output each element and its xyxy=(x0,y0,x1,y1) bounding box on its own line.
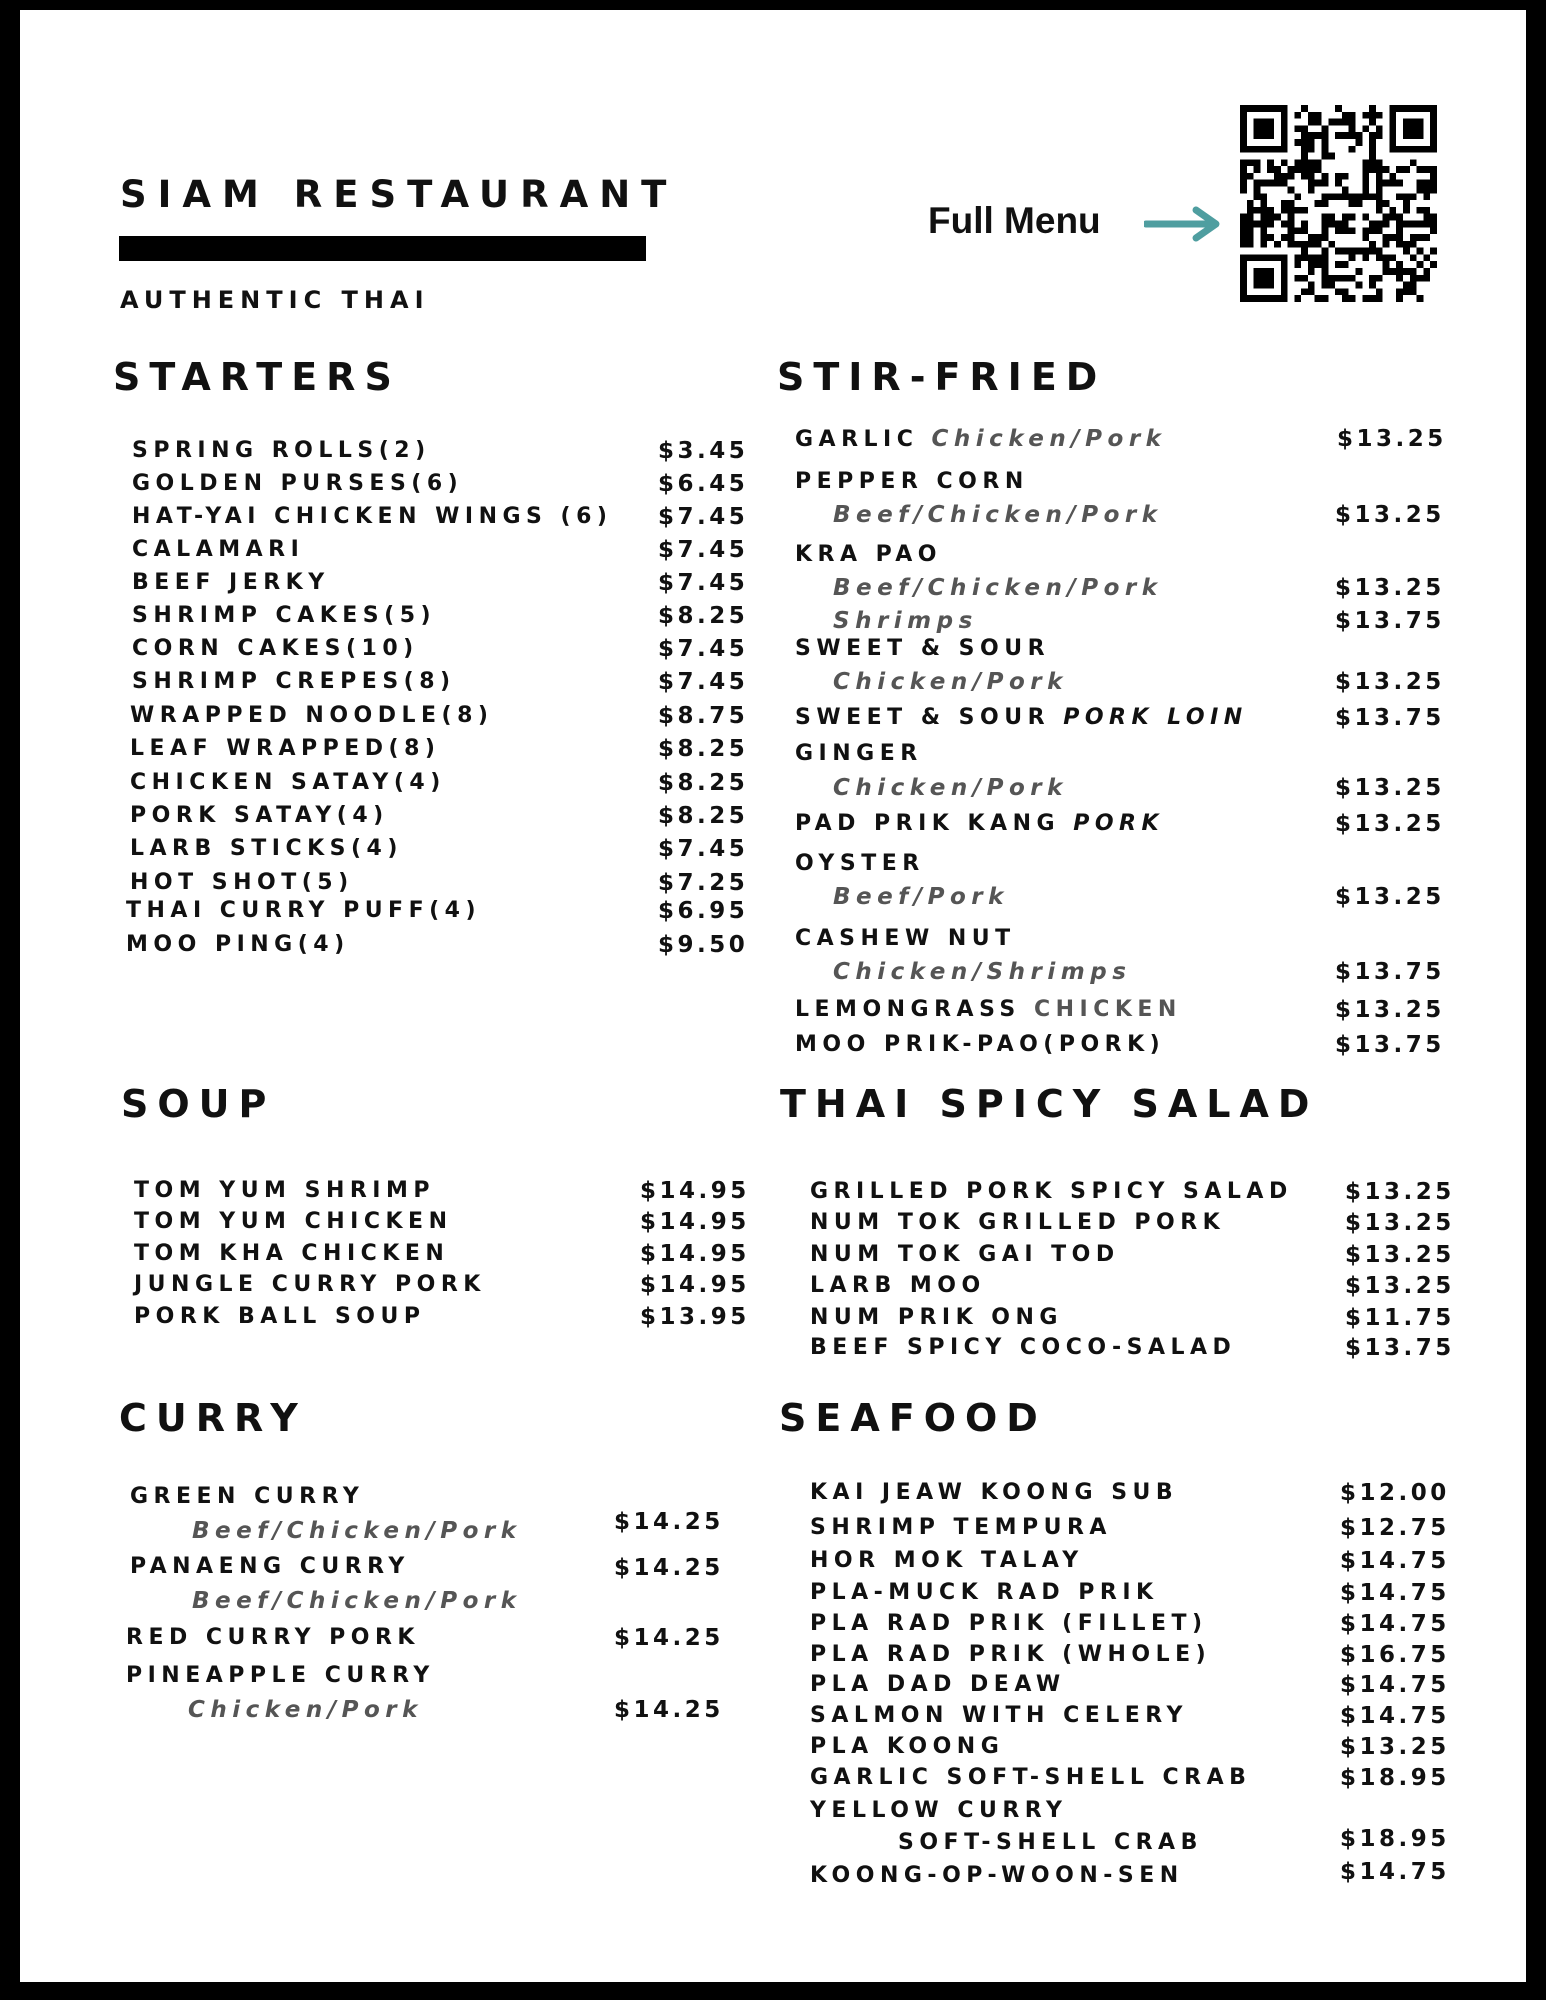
title-underline-bar xyxy=(119,236,646,261)
menu-item-name: KOONG-OP-WOON-SEN xyxy=(810,1863,1184,1888)
menu-item-price: $13.95 xyxy=(640,1304,750,1330)
menu-item-price: $9.50 xyxy=(658,932,749,958)
menu-item-variant: Chicken/Pork xyxy=(931,426,1167,452)
menu-item-price: $13.25 xyxy=(1335,775,1445,801)
menu-item-name: NUM TOK GAI TOD xyxy=(810,1242,1120,1267)
menu-item-name: GINGER xyxy=(795,741,923,766)
menu-item-name: GARLIC SOFT-SHELL CRAB xyxy=(810,1765,1252,1790)
menu-item-name: LEMONGRASS CHICKEN xyxy=(795,997,1182,1022)
menu-item-name: HAT-YAI CHICKEN WINGS (6) xyxy=(132,504,613,529)
menu-item-name: GARLIC Chicken/Pork xyxy=(795,426,1167,452)
menu-item-price: $14.95 xyxy=(640,1178,750,1204)
menu-item-price: $12.00 xyxy=(1340,1480,1450,1506)
menu-item-name: PORK BALL SOUP xyxy=(134,1304,426,1329)
qr-code-icon[interactable] xyxy=(1240,101,1437,306)
menu-item-price: $6.45 xyxy=(658,471,749,497)
menu-item-name: CHICKEN SATAY(4) xyxy=(130,770,446,795)
menu-item-price: $14.25 xyxy=(614,1555,724,1581)
menu-item-name: PANAENG CURRY xyxy=(130,1554,410,1579)
menu-item-variant: CHICKEN xyxy=(1033,997,1182,1022)
menu-item-name: KRA PAO xyxy=(795,542,943,567)
menu-item-price: $7.45 xyxy=(658,504,749,530)
menu-item-price: $7.45 xyxy=(658,570,749,596)
menu-item-name: CORN CAKES(10) xyxy=(132,636,419,661)
menu-item-name: PLA RAD PRIK (FILLET) xyxy=(810,1611,1208,1636)
menu-item-name: GOLDEN PURSES(6) xyxy=(132,471,464,496)
menu-item-price: $8.75 xyxy=(658,703,749,729)
menu-item-name: LARB STICKS(4) xyxy=(130,836,403,861)
menu-item-name: BEEF SPICY COCO-SALAD xyxy=(810,1335,1237,1360)
section-title-stir-fried: STIR-FRIED xyxy=(777,355,1107,399)
menu-item-price: $8.25 xyxy=(658,770,749,796)
menu-item-name: LARB MOO xyxy=(810,1273,986,1298)
menu-item-price: $8.25 xyxy=(658,803,749,829)
menu-item-variant: PORK LOIN xyxy=(1063,705,1248,730)
menu-item-price: $13.25 xyxy=(1335,997,1445,1023)
menu-item-name: CASHEW NUT xyxy=(795,926,1016,951)
menu-item-price: $8.25 xyxy=(658,603,749,629)
menu-item-name: SHRIMP CREPES(8) xyxy=(132,669,456,694)
menu-item-variant: Shrimps xyxy=(833,608,978,634)
menu-item-price: $13.25 xyxy=(1345,1179,1455,1205)
menu-item-price: $14.25 xyxy=(614,1625,724,1651)
menu-item-name: HOT SHOT(5) xyxy=(130,870,354,895)
arrow-right-icon xyxy=(1144,204,1228,244)
menu-item-price: $7.45 xyxy=(658,636,749,662)
menu-item-price: $8.25 xyxy=(658,736,749,762)
menu-item-name: NUM PRIK ONG xyxy=(810,1305,1063,1330)
menu-item-price: $13.75 xyxy=(1335,959,1445,985)
menu-item-name: PLA DAD DEAW xyxy=(810,1672,1066,1697)
menu-item-name: PLA KOONG xyxy=(810,1734,1005,1759)
menu-item-variant: Chicken/Pork xyxy=(833,775,1068,801)
restaurant-subtitle: AUTHENTIC THAI xyxy=(120,286,430,314)
menu-item-name: YELLOW CURRY xyxy=(810,1798,1068,1823)
menu-item-variant: PORK xyxy=(1073,811,1165,836)
menu-item-price: $14.75 xyxy=(1340,1611,1450,1637)
menu-sheet xyxy=(20,10,1526,1982)
menu-item-price: $13.75 xyxy=(1345,1335,1455,1361)
section-title-starters: STARTERS xyxy=(113,355,401,399)
menu-item-variant: Chicken/Shrimps xyxy=(833,959,1132,985)
menu-item-name: LEAF WRAPPED(8) xyxy=(130,736,441,761)
menu-item-price: $7.45 xyxy=(658,537,749,563)
menu-item-name: THAI CURRY PUFF(4) xyxy=(126,898,482,923)
menu-item-name: OYSTER xyxy=(795,851,925,876)
menu-item-price: $12.75 xyxy=(1340,1515,1450,1541)
menu-item-name: PLA-MUCK RAD PRIK xyxy=(810,1580,1159,1605)
menu-item-price: $14.95 xyxy=(640,1241,750,1267)
menu-item-price: $18.95 xyxy=(1340,1826,1450,1852)
menu-item-variant: Beef/Chicken/Pork xyxy=(192,1588,522,1614)
menu-item-name: JUNGLE CURRY PORK xyxy=(134,1272,486,1297)
menu-item-price: $16.75 xyxy=(1340,1642,1450,1668)
menu-item-name: PINEAPPLE CURRY xyxy=(126,1663,435,1688)
menu-item-variant: Beef/Chicken/Pork xyxy=(833,502,1163,528)
menu-item-name: TOM KHA CHICKEN xyxy=(134,1241,450,1266)
menu-item-price: $18.95 xyxy=(1340,1765,1450,1791)
menu-item-name: CALAMARI xyxy=(132,537,305,562)
menu-item-name: GREEN CURRY xyxy=(130,1484,365,1509)
menu-item-price: $13.25 xyxy=(1345,1273,1455,1299)
section-title-curry: CURRY xyxy=(119,1396,307,1440)
menu-item-price: $13.25 xyxy=(1340,1734,1450,1760)
menu-item-price: $13.25 xyxy=(1335,575,1445,601)
menu-item-name: SHRIMP TEMPURA xyxy=(810,1515,1112,1540)
restaurant-title: SIAM RESTAURANT xyxy=(120,173,678,216)
section-title-soup: SOUP xyxy=(121,1082,276,1126)
menu-item-name: MOO PING(4) xyxy=(126,932,350,957)
section-title-salad: THAI SPICY SALAD xyxy=(780,1082,1319,1126)
menu-item-price: $14.75 xyxy=(1340,1703,1450,1729)
menu-item-price: $13.25 xyxy=(1335,811,1445,837)
menu-item-name: BEEF JERKY xyxy=(132,570,330,595)
menu-item-price: $14.95 xyxy=(640,1272,750,1298)
menu-item-price: $13.75 xyxy=(1335,1032,1445,1058)
menu-item-price: $6.95 xyxy=(658,898,749,924)
menu-item-name: PORK SATAY(4) xyxy=(130,803,389,828)
menu-item-price: $7.45 xyxy=(658,669,749,695)
menu-item-name: SOFT-SHELL CRAB xyxy=(898,1830,1203,1855)
menu-item-variant: Beef/Chicken/Pork xyxy=(192,1518,522,1544)
menu-item-name: GRILLED PORK SPICY SALAD xyxy=(810,1179,1293,1204)
menu-item-price: $14.25 xyxy=(614,1509,724,1535)
menu-item-name: NUM TOK GRILLED PORK xyxy=(810,1210,1226,1235)
menu-item-price: $14.75 xyxy=(1340,1548,1450,1574)
menu-item-price: $7.45 xyxy=(658,836,749,862)
menu-item-price: $13.25 xyxy=(1337,426,1447,452)
menu-item-name: WRAPPED NOODLE(8) xyxy=(130,703,494,728)
menu-item-price: $13.25 xyxy=(1335,884,1445,910)
menu-item-name: TOM YUM SHRIMP xyxy=(134,1178,436,1203)
menu-item-variant: Beef/Pork xyxy=(833,884,1009,910)
menu-item-name: SPRING ROLLS(2) xyxy=(132,438,431,463)
menu-item-name: SWEET & SOUR PORK LOIN xyxy=(795,705,1248,730)
menu-item-name: KAI JEAW KOONG SUB xyxy=(810,1480,1179,1505)
menu-item-price: $13.75 xyxy=(1335,608,1445,634)
menu-item-price: $13.75 xyxy=(1335,705,1445,731)
menu-item-name: HOR MOK TALAY xyxy=(810,1548,1084,1573)
menu-item-price: $7.25 xyxy=(658,870,749,896)
menu-item-price: $11.75 xyxy=(1345,1305,1455,1331)
menu-item-price: $14.75 xyxy=(1340,1580,1450,1606)
menu-item-price: $14.25 xyxy=(614,1697,724,1723)
menu-item-variant: Chicken/Pork xyxy=(833,669,1068,695)
menu-item-price: $13.25 xyxy=(1335,669,1445,695)
menu-item-name: MOO PRIK-PAO(PORK) xyxy=(795,1032,1166,1057)
menu-item-name: TOM YUM CHICKEN xyxy=(134,1209,453,1234)
section-title-seafood: SEAFOOD xyxy=(779,1396,1047,1440)
menu-item-name: RED CURRY PORK xyxy=(126,1625,420,1650)
menu-item-name: SWEET & SOUR xyxy=(795,636,1051,661)
menu-item-name: PLA RAD PRIK (WHOLE) xyxy=(810,1642,1212,1667)
menu-item-price: $13.25 xyxy=(1335,502,1445,528)
menu-item-price: $13.25 xyxy=(1345,1242,1455,1268)
menu-item-name: SALMON WITH CELERY xyxy=(810,1703,1188,1728)
menu-item-price: $14.75 xyxy=(1340,1859,1450,1885)
menu-item-name: SHRIMP CAKES(5) xyxy=(132,603,437,628)
menu-item-name: PAD PRIK KANG PORK xyxy=(795,811,1165,836)
menu-item-price: $14.95 xyxy=(640,1209,750,1235)
menu-item-price: $13.25 xyxy=(1345,1210,1455,1236)
full-menu-label: Full Menu xyxy=(928,200,1101,241)
menu-item-price: $3.45 xyxy=(658,438,749,464)
menu-item-price: $14.75 xyxy=(1340,1672,1450,1698)
menu-item-variant: Chicken/Pork xyxy=(188,1697,423,1723)
menu-item-variant: Beef/Chicken/Pork xyxy=(833,575,1163,601)
menu-item-name: PEPPER CORN xyxy=(795,469,1029,494)
